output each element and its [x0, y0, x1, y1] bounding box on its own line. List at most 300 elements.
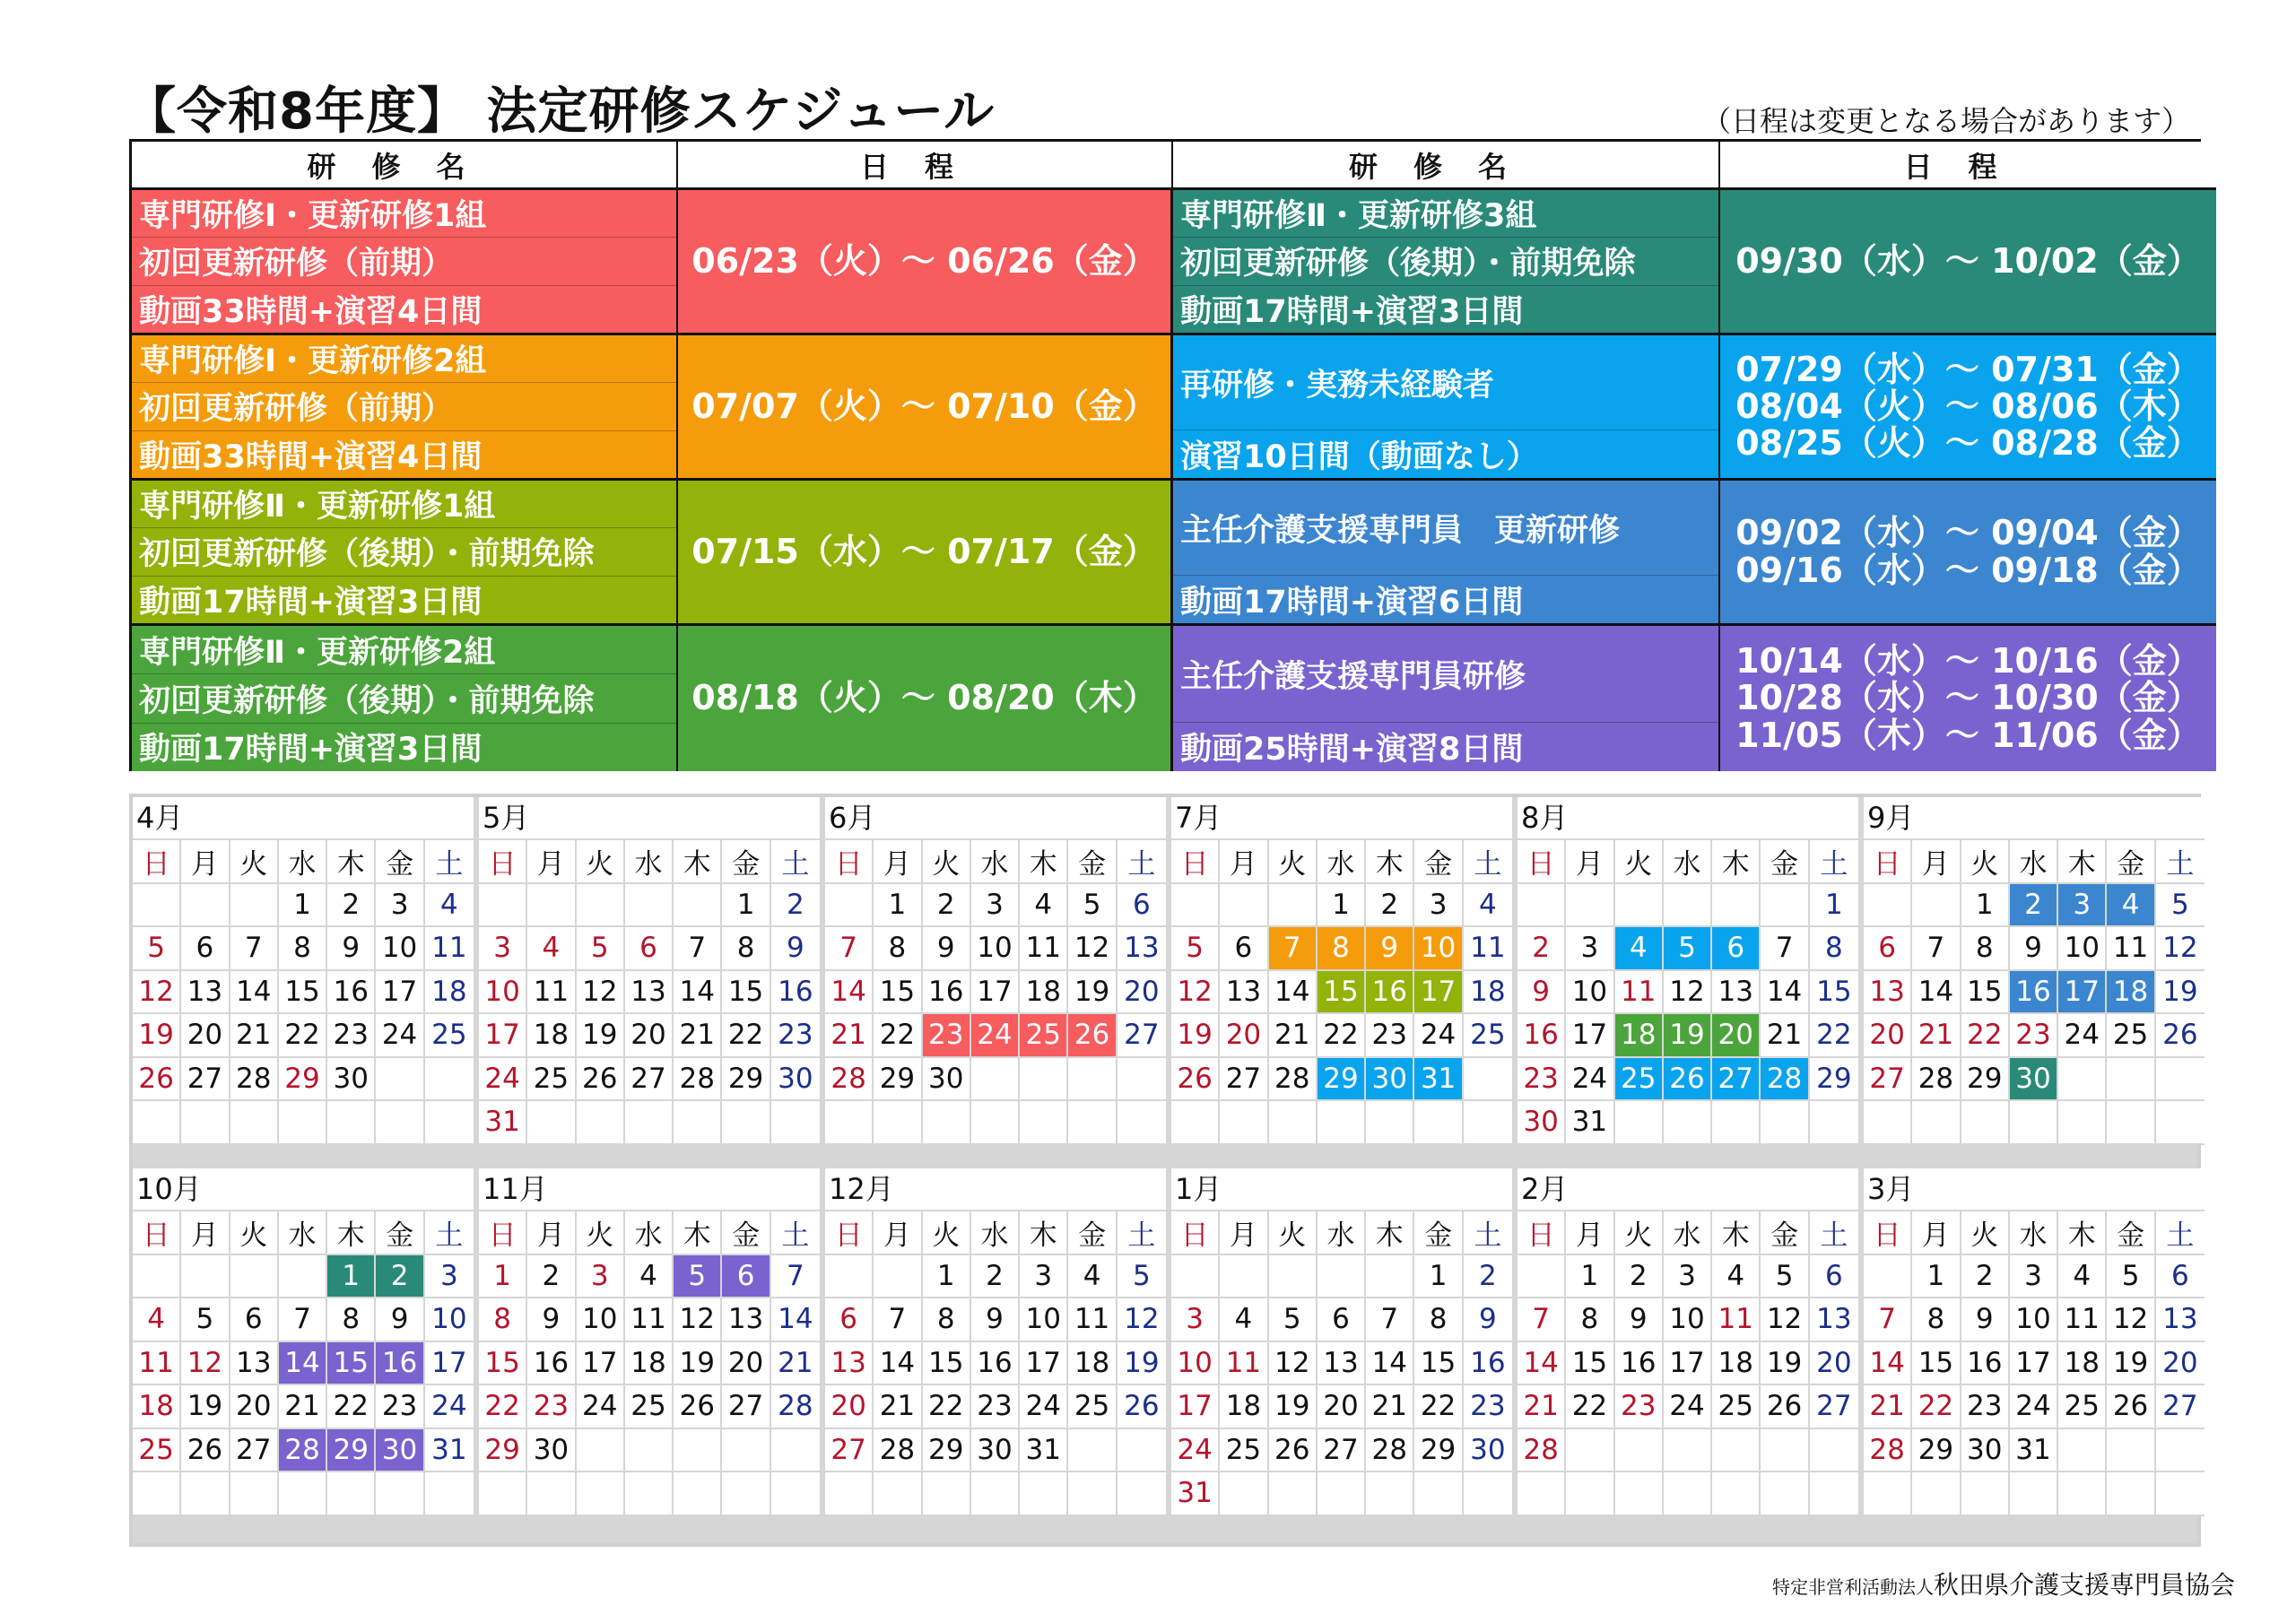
calendar-day: 20 [625, 1014, 674, 1058]
month-label: 3月 [1864, 1168, 2205, 1211]
calendar-day: 10 [2010, 1298, 2058, 1342]
calendar-day: 7 [771, 1255, 820, 1299]
calendar-day: 15 [874, 971, 922, 1015]
weekday-header: 火 [1615, 840, 1664, 884]
calendar-day: 4 [527, 927, 576, 971]
annual-calendar [129, 794, 2201, 1547]
weekday-header: 土 [1464, 1211, 1512, 1255]
course-dates-right-4 [1720, 626, 2216, 771]
weekday-header: 木 [2058, 1211, 2107, 1255]
calendar-day: 2 [923, 884, 971, 928]
calendar-day: 6 [181, 927, 230, 971]
month-label: 8月 [1518, 797, 1858, 840]
day-grid [1518, 1211, 1858, 1516]
calendar-day: 10 [1566, 971, 1614, 1015]
calendar-day: 19 [1761, 1342, 1809, 1386]
training-day: 25 [1020, 1014, 1068, 1058]
weekday-header: 月 [1912, 1211, 1961, 1255]
course-name-right-1 [1173, 190, 1720, 335]
schedule-table [129, 139, 2201, 771]
day-grid [479, 1211, 820, 1516]
month-label: 11月 [479, 1168, 820, 1211]
calendar-day: 26 [1269, 1429, 1318, 1473]
calendar-day: 21 [771, 1342, 820, 1386]
weekday-header: 火 [923, 840, 971, 884]
training-day: 30 [1366, 1058, 1414, 1102]
weekday-header: 日 [479, 1211, 527, 1255]
empty-day [1810, 1472, 1858, 1516]
calendar-day: 3 [425, 1255, 474, 1299]
weekday-header: 水 [279, 1211, 327, 1255]
calendar-day: 2 [1464, 1255, 1512, 1299]
empty-day [181, 884, 230, 928]
course-line: 初回更新研修（前期） [132, 238, 676, 285]
calendar-day: 25 [1464, 1014, 1512, 1058]
calendar-day: 9 [1518, 971, 1566, 1015]
calendar-day: 9 [971, 1298, 1020, 1342]
footer-org-type: 特定非営利活動法人 [1771, 1576, 1934, 1598]
course-line: 初回更新研修（後期）・前期免除 [132, 528, 676, 576]
calendar-day: 28 [1366, 1429, 1414, 1473]
empty-day [1712, 884, 1761, 928]
calendar-day: 24 [479, 1058, 527, 1102]
calendar-day: 4 [1712, 1255, 1761, 1299]
course-line: 主任介護支援専門員 更新研修 [1173, 481, 1718, 576]
month-calendar [1518, 797, 1858, 1145]
calendar-day: 1 [1318, 884, 1366, 928]
calendar-day: 23 [771, 1014, 820, 1058]
calendar-day: 31 [2010, 1429, 2058, 1473]
calendar-day: 7 [1366, 1298, 1414, 1342]
calendar-day: 29 [923, 1429, 971, 1473]
empty-day [1269, 1472, 1318, 1516]
month-calendar [133, 797, 474, 1145]
calendar-day: 4 [2058, 1255, 2107, 1299]
calendar-day: 5 [1068, 884, 1117, 928]
calendar-day: 31 [1566, 1101, 1614, 1145]
empty-day [230, 1255, 279, 1299]
calendar-day: 30 [771, 1058, 820, 1102]
empty-day [327, 1101, 376, 1145]
date-range: 10/28（水）～ 10/30（金） [1735, 678, 2201, 718]
calendar-day: 2 [1366, 884, 1414, 928]
calendar-day: 20 [1118, 971, 1166, 1015]
calendar-day: 16 [527, 1342, 576, 1386]
date-range: 08/04（火）～ 08/06（木） [1735, 386, 2201, 426]
calendar-day: 19 [674, 1342, 722, 1386]
empty-day [133, 1255, 181, 1299]
calendar-day: 11 [2107, 927, 2155, 971]
calendar-day: 15 [1810, 971, 1858, 1015]
calendar-day: 15 [722, 971, 770, 1015]
date-range: 10/14（水）～ 10/16（金） [1735, 641, 2201, 681]
calendar-day: 27 [1810, 1385, 1858, 1429]
calendar-day: 18 [1068, 1342, 1117, 1386]
calendar-day: 26 [181, 1429, 230, 1473]
month-label: 4月 [133, 797, 474, 840]
calendar-day: 24 [1664, 1385, 1712, 1429]
course-dates-left-2 [678, 335, 1173, 481]
day-grid [825, 1211, 1166, 1516]
weekday-header: 木 [1020, 1211, 1068, 1255]
calendar-day: 1 [1414, 1255, 1463, 1299]
calendar-day: 29 [1912, 1429, 1961, 1473]
calendar-day: 11 [1068, 1298, 1117, 1342]
weekday-header: 水 [279, 840, 327, 884]
calendar-day: 14 [825, 971, 874, 1015]
empty-day [2107, 1101, 2155, 1145]
calendar-day: 27 [625, 1058, 674, 1102]
training-day: 9 [1366, 927, 1414, 971]
empty-day [1664, 1101, 1712, 1145]
calendar-day: 29 [279, 1058, 327, 1102]
empty-day [1068, 1058, 1117, 1102]
weekday-header: 日 [1864, 840, 1912, 884]
empty-day [674, 1472, 722, 1516]
empty-day [1220, 1255, 1268, 1299]
calendar-day: 23 [1961, 1385, 2010, 1429]
calendar-day: 31 [479, 1101, 527, 1145]
calendar-day: 30 [923, 1058, 971, 1102]
empty-day [1664, 1472, 1712, 1516]
course-line: 動画33時間+演習4日間 [139, 293, 483, 330]
empty-day [1269, 884, 1318, 928]
calendar-day: 28 [1912, 1058, 1961, 1102]
weekday-header: 木 [1020, 840, 1068, 884]
weekday-header: 日 [479, 840, 527, 884]
empty-day [2058, 1429, 2107, 1473]
calendar-day: 31 [425, 1429, 474, 1473]
course-dates-left-4 [678, 626, 1173, 771]
calendar-day: 3 [1414, 884, 1463, 928]
calendar-day: 20 [825, 1385, 874, 1429]
training-day: 18 [2107, 971, 2155, 1015]
date-range: 08/18（火）～ 08/20（木） [691, 678, 1157, 718]
empty-day [1864, 1472, 1912, 1516]
calendar-day: 6 [1864, 927, 1912, 971]
empty-day [425, 1101, 474, 1145]
calendar-day: 1 [479, 1255, 527, 1299]
calendar-day: 27 [181, 1058, 230, 1102]
course-name-right-2 [1173, 335, 1720, 481]
training-day: 5 [1664, 927, 1712, 971]
empty-day [1566, 884, 1614, 928]
calendar-day: 7 [1864, 1298, 1912, 1342]
empty-day [279, 1472, 327, 1516]
calendar-day: 12 [1761, 1298, 1809, 1342]
calendar-day: 1 [923, 1255, 971, 1299]
empty-day [1118, 1101, 1166, 1145]
empty-day [874, 1101, 922, 1145]
calendar-day: 28 [230, 1058, 279, 1102]
calendar-day: 2 [527, 1255, 576, 1299]
weekday-header: 金 [722, 840, 770, 884]
calendar-day: 11 [1464, 927, 1512, 971]
calendar-day: 15 [1566, 1342, 1614, 1386]
calendar-day: 11 [1615, 971, 1664, 1015]
month-calendar [133, 1168, 474, 1516]
empty-day [1118, 1429, 1166, 1473]
empty-day [2107, 1429, 2155, 1473]
calendar-day: 12 [1068, 927, 1117, 971]
empty-day [1171, 1101, 1220, 1145]
empty-day [2156, 1472, 2205, 1516]
empty-day [1269, 1101, 1318, 1145]
calendar-day: 15 [1912, 1342, 1961, 1386]
calendar-day: 21 [279, 1385, 327, 1429]
calendar-day: 2 [327, 884, 376, 928]
course-dates-right-3 [1720, 481, 2216, 626]
weekday-header: 土 [2156, 840, 2205, 884]
training-day: 5 [674, 1255, 722, 1299]
course-line: 再研修・実務未経験者 [1173, 335, 1718, 430]
calendar-day: 1 [1566, 1255, 1614, 1299]
empty-day [1020, 1472, 1068, 1516]
schedule-note: （日程は変更となる場合があります） [1701, 104, 2190, 138]
training-day: 23 [923, 1014, 971, 1058]
month-label: 9月 [1864, 797, 2205, 840]
course-line: 初回更新研修（前期） [132, 383, 676, 430]
weekday-header: 月 [181, 1211, 230, 1255]
weekday-header: 土 [1810, 1211, 1858, 1255]
weekday-header: 火 [1269, 1211, 1318, 1255]
empty-day [825, 1472, 874, 1516]
course-name-left-2 [132, 335, 678, 481]
weekday-header: 水 [1318, 840, 1366, 884]
empty-day [2010, 1472, 2058, 1516]
weekday-header: 月 [1220, 1211, 1268, 1255]
calendar-day: 26 [577, 1058, 625, 1102]
calendar-day: 7 [1912, 927, 1961, 971]
calendar-day: 6 [230, 1298, 279, 1342]
empty-day [181, 1101, 230, 1145]
empty-day [1269, 1255, 1318, 1299]
calendar-day: 28 [874, 1429, 922, 1473]
calendar-day: 9 [1615, 1298, 1664, 1342]
weekday-header: 木 [327, 840, 376, 884]
calendar-day: 18 [133, 1385, 181, 1429]
empty-day [376, 1472, 424, 1516]
calendar-day: 27 [1118, 1014, 1166, 1058]
course-line: 演習10日間（動画なし） [1180, 438, 1538, 475]
calendar-day: 16 [327, 971, 376, 1015]
course-line: 主任介護支援専門員研修 [1173, 626, 1718, 723]
empty-day [1712, 1429, 1761, 1473]
calendar-day: 14 [1518, 1342, 1566, 1386]
calendar-day: 9 [923, 927, 971, 971]
empty-day [1068, 1101, 1117, 1145]
weekday-header: 火 [1269, 840, 1318, 884]
weekday-header: 月 [527, 1211, 576, 1255]
month-calendar [479, 797, 820, 1145]
empty-day [230, 1472, 279, 1516]
calendar-day: 24 [1020, 1385, 1068, 1429]
weekday-header: 日 [1518, 1211, 1566, 1255]
calendar-day: 20 [2156, 1342, 2205, 1386]
empty-day [2156, 1058, 2205, 1102]
calendar-day: 25 [625, 1385, 674, 1429]
calendar-day: 4 [1464, 884, 1512, 928]
weekday-header: 木 [1366, 1211, 1414, 1255]
calendar-day: 7 [825, 927, 874, 971]
training-day: 4 [2107, 884, 2155, 928]
empty-day [874, 1472, 922, 1516]
calendar-day: 13 [722, 1298, 770, 1342]
empty-day [1068, 1429, 1117, 1473]
training-day: 16 [2010, 971, 2058, 1015]
month-calendar [1864, 797, 2205, 1145]
training-day: 2 [2010, 884, 2058, 928]
calendar-day: 4 [133, 1298, 181, 1342]
calendar-day: 25 [1068, 1385, 1117, 1429]
calendar-day: 3 [1171, 1298, 1220, 1342]
calendar-day: 19 [2156, 971, 2205, 1015]
calendar-day: 5 [1761, 1255, 1809, 1299]
empty-day [674, 884, 722, 928]
calendar-day: 22 [1566, 1385, 1614, 1429]
empty-day [1615, 884, 1664, 928]
calendar-day: 21 [825, 1014, 874, 1058]
calendar-day: 24 [1171, 1429, 1220, 1473]
weekday-header: 月 [181, 840, 230, 884]
calendar-day: 10 [1020, 1298, 1068, 1342]
calendar-day: 6 [1318, 1298, 1366, 1342]
calendar-day: 27 [230, 1429, 279, 1473]
calendar-day: 24 [2010, 1385, 2058, 1429]
weekday-header: 金 [2107, 840, 2155, 884]
footer-organization [1772, 1566, 2235, 1601]
training-day: 29 [327, 1429, 376, 1473]
calendar-day: 15 [1414, 1342, 1463, 1386]
calendar-day: 7 [230, 927, 279, 971]
empty-day [327, 1472, 376, 1516]
calendar-day: 13 [1118, 927, 1166, 971]
calendar-day: 5 [2107, 1255, 2155, 1299]
empty-day [971, 1472, 1020, 1516]
calendar-day: 8 [1912, 1298, 1961, 1342]
day-grid [1864, 840, 2205, 1145]
month-label: 7月 [1171, 797, 1512, 840]
calendar-day: 27 [825, 1429, 874, 1473]
date-range: 06/23（火）～ 06/26（金） [691, 240, 1157, 281]
calendar-day: 22 [1414, 1385, 1463, 1429]
calendar-day: 5 [133, 927, 181, 971]
calendar-day: 19 [133, 1014, 181, 1058]
empty-day [1761, 884, 1809, 928]
calendar-day: 14 [1761, 971, 1809, 1015]
empty-day [625, 884, 674, 928]
empty-day [1414, 1472, 1463, 1516]
empty-day [923, 1472, 971, 1516]
empty-day [181, 1255, 230, 1299]
empty-day [2058, 1101, 2107, 1145]
calendar-day: 3 [1664, 1255, 1712, 1299]
calendar-day: 29 [874, 1058, 922, 1102]
weekday-header: 金 [376, 1211, 424, 1255]
calendar-day: 17 [1020, 1342, 1068, 1386]
training-day: 28 [279, 1429, 327, 1473]
calendar-day: 11 [133, 1342, 181, 1386]
empty-day [1318, 1101, 1366, 1145]
calendar-day: 14 [674, 971, 722, 1015]
calendar-day: 19 [181, 1385, 230, 1429]
calendar-day: 3 [1566, 927, 1614, 971]
empty-day [577, 1472, 625, 1516]
calendar-day: 26 [133, 1058, 181, 1102]
empty-day [1518, 1472, 1566, 1516]
calendar-day: 18 [1020, 971, 1068, 1015]
calendar-day: 11 [1712, 1298, 1761, 1342]
calendar-day: 9 [1961, 1298, 2010, 1342]
course-name-right-3 [1173, 481, 1720, 626]
empty-day [1761, 1472, 1809, 1516]
calendar-day: 21 [674, 1014, 722, 1058]
calendar-day: 3 [376, 884, 424, 928]
calendar-day: 21 [1761, 1014, 1809, 1058]
calendar-day: 30 [1464, 1429, 1512, 1473]
empty-day [1366, 1472, 1414, 1516]
calendar-day: 26 [1761, 1385, 1809, 1429]
weekday-header: 日 [133, 1211, 181, 1255]
calendar-day: 4 [425, 884, 474, 928]
calendar-day: 30 [971, 1429, 1020, 1473]
course-line: 専門研修Ⅰ・更新研修2組 [132, 335, 676, 383]
calendar-day: 19 [1068, 971, 1117, 1015]
course-line: 専門研修Ⅱ・更新研修2組 [132, 626, 676, 674]
weekday-header: 火 [1961, 1211, 2010, 1255]
calendar-day: 10 [577, 1298, 625, 1342]
training-day: 14 [279, 1342, 327, 1386]
course-line: 初回更新研修（後期）・前期免除 [132, 674, 676, 723]
empty-day [1318, 1255, 1366, 1299]
empty-day [771, 1472, 820, 1516]
weekday-header: 木 [1366, 840, 1414, 884]
weekday-header: 水 [1664, 840, 1712, 884]
calendar-day: 13 [1810, 1298, 1858, 1342]
empty-day [527, 1101, 576, 1145]
calendar-day: 14 [1864, 1342, 1912, 1386]
calendar-day: 25 [527, 1058, 576, 1102]
calendar-day: 12 [1664, 971, 1712, 1015]
calendar-day: 7 [874, 1298, 922, 1342]
calendar-day: 18 [1220, 1385, 1268, 1429]
calendar-day: 7 [1518, 1298, 1566, 1342]
weekday-header: 木 [674, 840, 722, 884]
calendar-day: 12 [2107, 1298, 2155, 1342]
calendar-day: 30 [327, 1058, 376, 1102]
calendar-day: 4 [1068, 1255, 1117, 1299]
calendar-day: 26 [2156, 1014, 2205, 1058]
calendar-day: 19 [577, 1014, 625, 1058]
empty-day [1118, 1058, 1166, 1102]
calendar-day: 1 [1912, 1255, 1961, 1299]
calendar-day: 8 [1961, 927, 2010, 971]
calendar-day: 9 [327, 927, 376, 971]
weekday-header: 土 [771, 1211, 820, 1255]
empty-day [825, 1255, 874, 1299]
empty-day [527, 1472, 576, 1516]
course-dates-left-1 [678, 190, 1173, 335]
calendar-day: 15 [923, 1342, 971, 1386]
training-day: 29 [1318, 1058, 1366, 1102]
month-label: 12月 [825, 1168, 1166, 1211]
calendar-day: 26 [1171, 1058, 1220, 1102]
calendar-day: 22 [874, 1014, 922, 1058]
calendar-day: 14 [874, 1342, 922, 1386]
calendar-day: 29 [479, 1429, 527, 1473]
calendar-day: 28 [825, 1058, 874, 1102]
month-label: 5月 [479, 797, 820, 840]
